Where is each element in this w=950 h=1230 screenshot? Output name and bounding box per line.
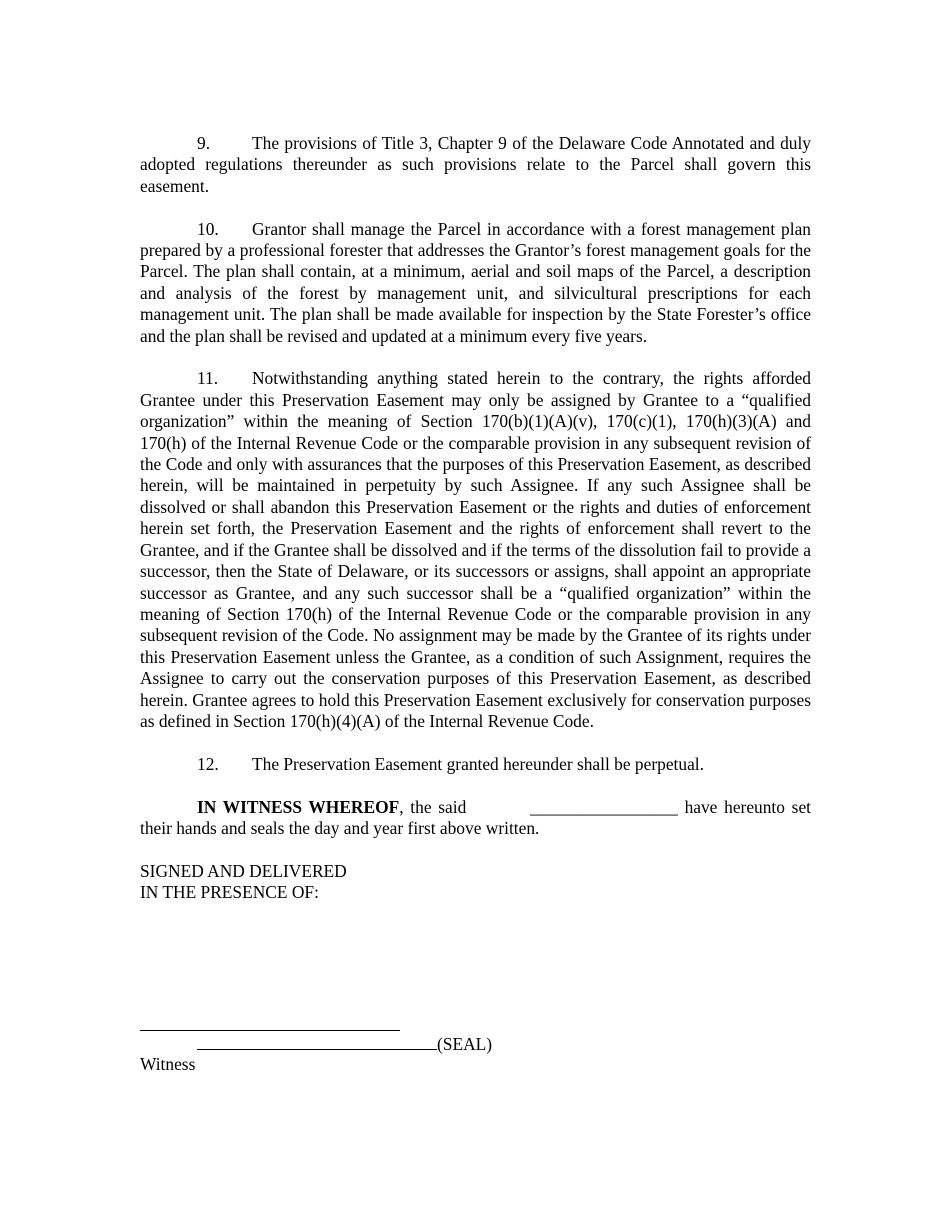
document-body: [140, 133, 811, 904]
paragraph-11: [140, 368, 811, 732]
paragraph-number: 9.: [197, 133, 211, 153]
witness-text-before: , the said: [399, 796, 474, 817]
paragraph-number: 11.: [197, 368, 219, 389]
paragraph-9: [140, 133, 811, 197]
seal-row: [197, 1033, 492, 1055]
signature-block: [140, 1012, 640, 1082]
paragraph-10: [140, 219, 811, 347]
grantor-signature-line: [197, 1033, 437, 1050]
paragraph-text: The Preservation Easement granted hereunder shall be perpetual.: [252, 753, 704, 774]
paragraph-text: The provisions of Title 3, Chapter 9 of the Delaware Code Annotated and duly adopted regulations thereunder as such provisions relate to the Parcel shall govern this easement.: [140, 133, 811, 196]
paragraph-text: Grantor shall manage the Parcel in accordance with a forest management plan prepared by a professional forester that addresses the Grantor’s forest management goals for the Parcel. The plan shall contain, at a minimum, aerial and soil maps of the Parcel, a description and analysis of the forest by management unit, and silvicultural prescriptions for each management unit. The plan shall be made available for inspection by the State Forester’s office and the plan shall be revised and updated at a minimum every five years.: [140, 218, 811, 346]
witness-heading: IN WITNESS WHEREOF: [197, 796, 400, 817]
name-blank: _________________: [530, 796, 678, 817]
witness-text-after: have hereunto set their hands and seals the day and year first above written.: [140, 796, 811, 838]
signed-delivered-line-1: SIGNED AND DELIVERED: [140, 860, 347, 881]
witness-label: Witness: [140, 1054, 196, 1074]
paragraph-text: Notwithstanding anything stated herein to the contrary, the rights afforded Grantee under this Preservation Easement may only be assigned by Grantee to a “qualified organization” within the meaning of Section 170(b)(1)(A)(v), 170(c)(1), 170(h)(3)(A) and 170(h) of the Internal Revenue Code or the comparable provision in any subsequent revision of the Code and only with assurances that the purposes of this Preservation Easement, as described herein, will be maintained in perpetuity by such Assignee. If any such Assignee shall be dissolved or shall abandon this Preservation Easement or the rights and duties of enforcement herein set forth, the Preservation Easement and the rights of enforcement shall revert to the Grantee, and if the Grantee shall be dissolved and if the terms of the dissolution fail to provide a successor, then the State of Delaware, or its successors or assigns, shall appoint an appropriate successor as Grantee, and any such successor shall be a “qualified organization” within the meaning of Section 170(h) of the Internal Revenue Code or the comparable provision in any subsequent revision of the Code. No assignment may be made by the Grantee of its rights under this Preservation Easement unless the Grantee, as a condition of such Assignment, requires the Assignee to carry out the conservation purposes of this Preservation Easement, as described herein. Grantee agrees to hold this Preservation Easement exclusively for conservation purposes as defined in Section 170(h)(4)(A) of the Internal Revenue Code.: [140, 368, 811, 731]
signed-delivered-line-2: IN THE PRESENCE OF:: [140, 882, 319, 903]
witness-clause: [140, 797, 811, 840]
paragraph-12: [140, 754, 811, 775]
witness-signature-line: [140, 1030, 400, 1031]
paragraph-number: 12.: [197, 753, 219, 774]
paragraph-number: 10.: [197, 218, 219, 239]
seal-label: (SEAL): [437, 1034, 493, 1054]
